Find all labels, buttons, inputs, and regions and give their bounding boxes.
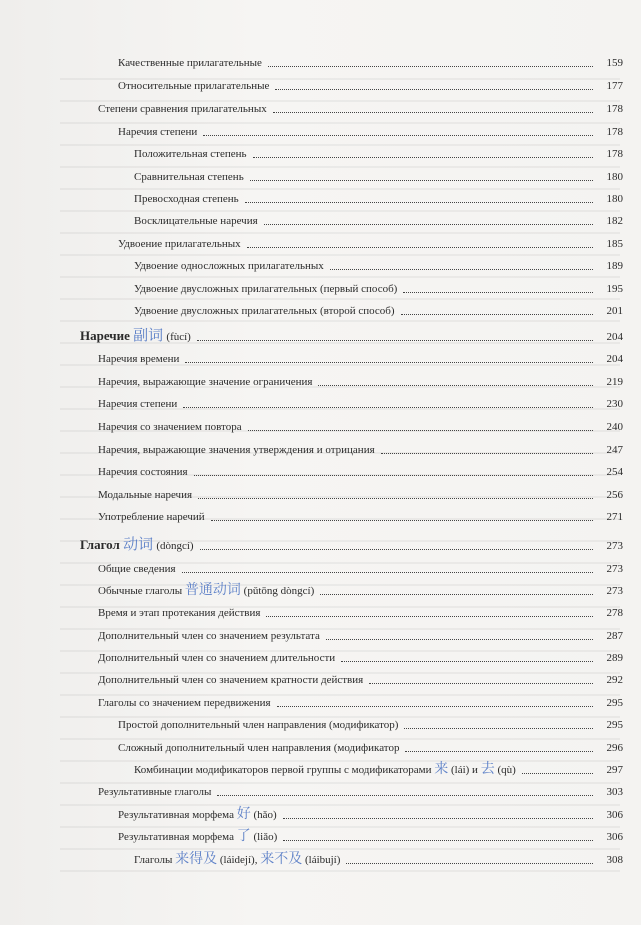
toc-entry-page: 273	[606, 540, 623, 552]
dot-leader	[266, 616, 593, 617]
dot-leader	[247, 247, 593, 248]
toc-entry-title: Удвоение односложных прилагательных	[134, 260, 324, 272]
dot-leader	[275, 89, 593, 90]
dot-leader	[248, 430, 593, 431]
entry-hanzi: 来得及	[175, 851, 218, 867]
toc-entry[interactable]	[98, 346, 623, 366]
toc-entry[interactable]	[118, 735, 623, 755]
toc-entry-title: Время и этап протекания действия	[98, 607, 261, 619]
toc-entry-title: Наречия состояния	[98, 466, 188, 478]
toc-entry-title: Дополнительный член со значением длительности	[98, 652, 336, 664]
dot-leader	[182, 572, 593, 573]
toc-entry[interactable]	[98, 96, 623, 116]
toc-entry[interactable]	[134, 757, 623, 777]
toc-entry-page: 204	[606, 353, 623, 365]
dot-leader	[320, 594, 593, 595]
toc-entry[interactable]	[118, 231, 623, 251]
entry-pinyin-2: (qù)	[497, 764, 516, 776]
entry-hanzi: 了	[236, 828, 251, 844]
dot-leader	[404, 728, 593, 729]
dot-leader	[326, 639, 593, 640]
toc-entry-title: Употребление наречий	[98, 511, 205, 523]
toc-entry[interactable]	[98, 600, 623, 620]
toc-entry-title	[98, 583, 314, 598]
toc-entry[interactable]	[98, 414, 623, 434]
dot-leader	[283, 840, 593, 841]
toc-entry[interactable]	[118, 824, 623, 844]
toc-entry-page: 278	[606, 607, 623, 619]
dot-leader	[405, 751, 593, 752]
toc-entry-title: Наречия времени	[98, 353, 180, 365]
entry-russian: Результативная морфема	[118, 831, 234, 843]
toc-entry-title: Положительная степень	[134, 148, 247, 160]
toc-entry-title: Результативные глаголы	[98, 786, 212, 798]
toc-entry-page: 185	[606, 238, 623, 250]
toc-entry-title: Удвоение двусложных прилагательных (первый способ)	[134, 283, 398, 295]
toc-entry-title: Относительные прилагательные	[118, 80, 270, 92]
toc-entry-title: Степени сравнения прилагательных	[98, 103, 267, 115]
dot-leader	[330, 269, 593, 270]
toc-section-heading[interactable]	[80, 533, 623, 553]
dot-leader	[268, 66, 593, 67]
toc-entry[interactable]	[118, 712, 623, 732]
toc-entry[interactable]	[98, 556, 623, 576]
toc-entry[interactable]	[98, 667, 623, 687]
dot-leader	[403, 292, 593, 293]
dot-leader	[203, 135, 593, 136]
dot-leader	[194, 475, 593, 476]
entry-hanzi: 来	[434, 761, 449, 777]
toc-entry-title: Наречия, выражающие значение ограничения	[98, 376, 313, 388]
entry-russian: Комбинации модификаторов первой группы с модификаторами	[134, 764, 432, 776]
entry-pinyin: (pǔtōng dòngcí)	[243, 585, 315, 597]
toc-entry-page: 230	[606, 398, 623, 410]
toc-entry[interactable]	[98, 437, 623, 457]
toc-entry-title: Дополнительный член со значением результата	[98, 630, 320, 642]
dot-leader	[211, 520, 593, 521]
toc-entry[interactable]	[98, 482, 623, 502]
toc-entry-page: 201	[606, 305, 623, 317]
toc-entry-page: 271	[606, 511, 623, 523]
toc-entry-page: 296	[606, 742, 623, 754]
dot-leader	[277, 706, 593, 707]
toc-entry-page: 273	[606, 585, 623, 597]
toc-entry[interactable]	[98, 391, 623, 411]
toc-heading-title	[80, 328, 191, 344]
dot-leader	[253, 157, 593, 158]
toc-entry-title: Общие сведения	[98, 563, 176, 575]
heading-russian: Наречие	[80, 328, 130, 343]
entry-pinyin-2: (láibují)	[304, 854, 341, 866]
toc-entry-page: 287	[606, 630, 623, 642]
dot-leader	[200, 549, 593, 550]
toc-entry-title: Наречия степени	[118, 126, 198, 138]
toc-entry-page: 295	[606, 697, 623, 709]
entry-hanzi: 普通动词	[184, 582, 241, 598]
entry-pinyin: (hǎo)	[253, 809, 277, 821]
entry-hanzi: 好	[236, 806, 251, 822]
toc-entry[interactable]	[98, 645, 623, 665]
toc-entry[interactable]	[134, 141, 623, 161]
dot-leader	[217, 795, 593, 796]
toc-entry[interactable]	[98, 369, 623, 389]
dot-leader	[381, 453, 593, 454]
toc-section-heading[interactable]	[80, 324, 623, 344]
entry-russian: Глаголы	[134, 854, 173, 866]
toc-entry-title	[134, 852, 340, 867]
toc-entry-page: 182	[606, 215, 623, 227]
heading-hanzi: 副词	[133, 326, 164, 344]
toc-entry-title: Глаголы со значением передвижения	[98, 697, 271, 709]
toc-entry-page: 177	[606, 80, 623, 92]
toc-entry-page: 306	[606, 831, 623, 843]
toc-entry[interactable]	[98, 459, 623, 479]
toc-entry-page: 273	[606, 563, 623, 575]
heading-pinyin: (fùcí)	[166, 331, 191, 343]
toc-entry-page: 289	[606, 652, 623, 664]
toc-entry-page: 178	[606, 126, 623, 138]
toc-entry-page: 308	[606, 854, 623, 866]
toc-entry-title: Простой дополнительный член направления (модификатор)	[118, 719, 399, 731]
dot-leader	[273, 112, 593, 113]
toc-entry[interactable]	[98, 578, 623, 598]
dot-leader	[185, 362, 593, 363]
toc-entry-page: 303	[606, 786, 623, 798]
toc-entry-page: 180	[606, 171, 623, 183]
entry-hanzi-2: 来不及	[260, 851, 303, 867]
toc-entry-title: Модальные наречия	[98, 489, 193, 501]
toc-entry-title: Наречия, выражающие значения утверждения и отрицания	[98, 444, 375, 456]
toc-entry-page: 204	[606, 331, 623, 343]
toc-entry-title: Сравнительная степень	[134, 171, 244, 183]
toc-entry-title	[118, 807, 277, 822]
dot-leader	[198, 498, 593, 499]
toc-entry[interactable]	[134, 276, 623, 296]
toc-entry-title: Наречия со значением повтора	[98, 421, 242, 433]
toc-entry[interactable]	[134, 253, 623, 273]
toc-entry-title: Качественные прилагательные	[118, 57, 262, 69]
dot-leader	[346, 863, 593, 864]
toc-entry-title: Наречия степени	[98, 398, 178, 410]
toc-entry-page: 247	[606, 444, 623, 456]
toc-entry[interactable]	[98, 690, 623, 710]
toc-entry[interactable]	[134, 164, 623, 184]
toc-entry[interactable]	[118, 73, 623, 93]
toc-entry[interactable]	[134, 298, 623, 318]
toc-entry-page: 254	[606, 466, 623, 478]
toc-entry[interactable]	[134, 186, 623, 206]
dot-leader	[250, 180, 593, 181]
toc-entry[interactable]	[98, 504, 623, 524]
toc-entry-title: Восклицательные наречия	[134, 215, 258, 227]
toc-entry-title: Сложный дополнительный член направления (модификатор	[118, 742, 400, 754]
toc-entry-title: Удвоение прилагательных	[118, 238, 241, 250]
toc-entry-page: 195	[606, 283, 623, 295]
toc-entry-title: Удвоение двусложных прилагательных (второй способ)	[134, 305, 395, 317]
toc-entry-page: 219	[606, 376, 623, 388]
toc-entry[interactable]	[98, 623, 623, 643]
toc-entry-page: 178	[606, 148, 623, 160]
dot-leader	[197, 340, 593, 341]
toc-entry-page: 306	[606, 809, 623, 821]
dot-leader	[318, 385, 593, 386]
toc-entry-page: 159	[606, 57, 623, 69]
toc-entry[interactable]	[118, 119, 623, 139]
toc-entry-page: 297	[606, 764, 623, 776]
toc-entry-page: 189	[606, 260, 623, 272]
heading-russian: Глагол	[80, 537, 120, 552]
toc-entry[interactable]	[134, 847, 623, 867]
toc-entry-page: 256	[606, 489, 623, 501]
toc-entry-page: 292	[606, 674, 623, 686]
dot-leader	[245, 202, 593, 203]
toc-entry-page: 240	[606, 421, 623, 433]
toc-entry-title: Дополнительный член со значением кратности действия	[98, 674, 364, 686]
dot-leader	[522, 773, 593, 774]
entry-pinyin: (liǎo)	[253, 831, 278, 843]
entry-russian: Результативная морфема	[118, 809, 234, 821]
toc-entry-page: 295	[606, 719, 623, 731]
toc-entry-title: Превосходная степень	[134, 193, 239, 205]
toc-entry[interactable]	[118, 50, 623, 70]
entry-hanzi-2: 去	[480, 761, 495, 777]
heading-hanzi: 动词	[123, 535, 154, 553]
dot-leader	[341, 661, 593, 662]
heading-pinyin: (dòngcí)	[156, 540, 194, 552]
toc-entry-page: 180	[606, 193, 623, 205]
toc-entry-title	[134, 762, 516, 777]
toc-entry[interactable]	[118, 802, 623, 822]
dot-leader	[283, 818, 593, 819]
dot-leader	[401, 314, 593, 315]
toc-heading-title	[80, 537, 194, 553]
toc-entry[interactable]	[134, 208, 623, 228]
entry-russian: Обычные глаголы	[98, 585, 183, 597]
dot-leader	[183, 407, 593, 408]
toc-entry[interactable]	[98, 779, 623, 799]
toc-entry-page: 178	[606, 103, 623, 115]
entry-pinyin: (láidejí),	[219, 854, 258, 866]
toc-entry-title	[118, 829, 277, 844]
dot-leader	[369, 683, 593, 684]
entry-pinyin: (lái) и	[450, 764, 478, 776]
dot-leader	[264, 224, 593, 225]
